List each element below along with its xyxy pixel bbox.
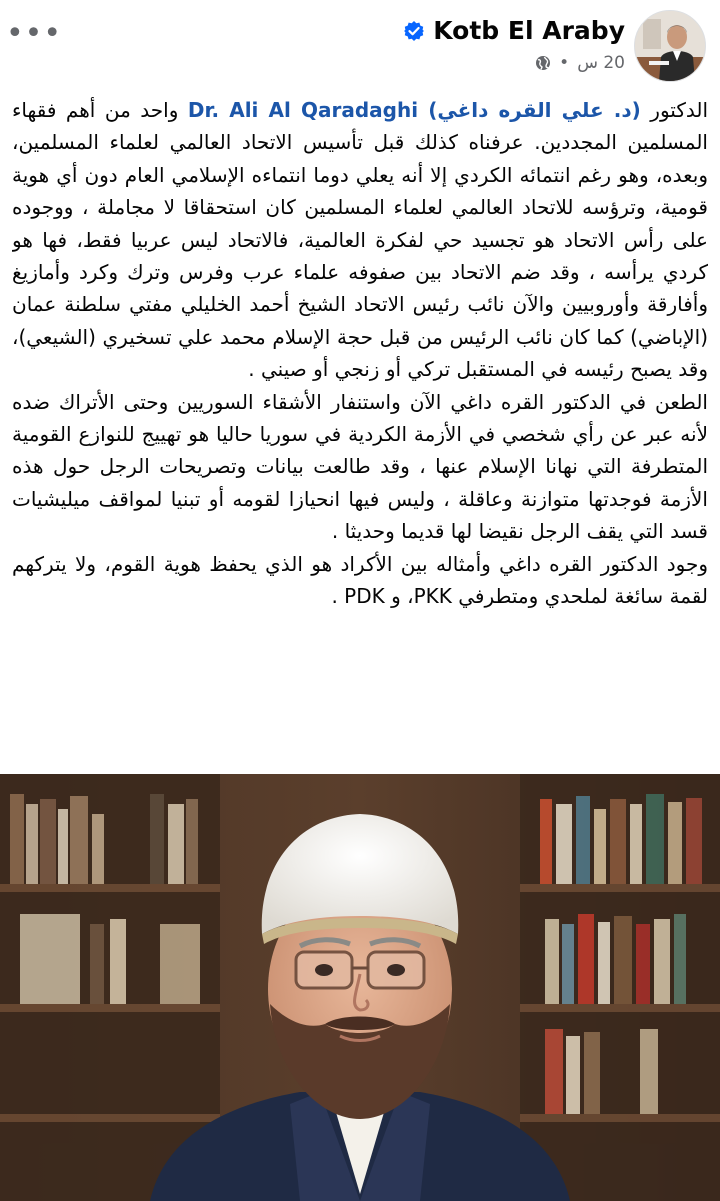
post-paragraph-3: وجود الدكتور القره داغي وأمثاله بين الأكراد هو الذي يحفظ هوية القوم، ولا يتركهم لقمة سائغة لملحدي ومتطرفي PKK، و PDK . [12, 551, 708, 609]
author-name-row [403, 16, 625, 45]
post-paragraph-2: الطعن في الدكتور القره داغي الآن واستنفار الأشقاء السوريين وحتى الأتراك ضده لأنه عبر عن رأي شخصي في الأزمة الكردية في سوريا حاليا هو تهييج للنوازع القومية المتطرفة التي نهانا الإسلام عنها ، وقد طالعت بيانات وتصريحات الرجل حول هذه الأزمة فوجدتها متوازنة وعاقلة ، وليس فيها انحيازا لقومه أو تبنيا لمواقف ميليشيات قسد التي يقف الرجل نقيضا لها قديما وحديثا . [12, 389, 708, 544]
post-text-p1: واحد من أهم فقهاء المسلمين المجددين. عرفناه كذلك قبل تأسيس الاتحاد العالمي لعلماء المسلمين، وبعده، وهو رغم انتمائه الكردي إلا أنه يعلي دوما انتماءه الإسلامي العام دون أي هوية قومية، وترؤسه للاتحاد العالمي لعلماء المسلمين كان استحقاقا لا مجاملة ، ووجوده على رأس الاتحاد هو تجسيد حي لفكرة العالمية، فالاتحاد ليس عربيا فقط، فها هو كردي يرأسه ، وقد ضم الاتحاد بين صفوفه علماء عرب وفرس وترك وكرد وأمازيغ وأفارقة وأوروبيين والآن نائب رئيس الاتحاد الشيخ أحمد الخليلي مفتي سلطنة عمان (الإباضي) كما كان نائب الرئيس من قبل حجة الإسلام محمد علي تسخيري (الشيعي)، وقد يصبح رئيسه في المستقبل تركي أو زنجي أو صيني . [12, 98, 708, 382]
avatar[interactable] [634, 10, 706, 82]
author-block [403, 16, 625, 73]
post-text-intro: الدكتور [640, 98, 708, 122]
globe-icon[interactable] [535, 55, 551, 71]
post-body [12, 94, 708, 762]
post-photo[interactable] [0, 774, 720, 1201]
more-options-icon[interactable]: ••• [5, 16, 63, 51]
verified-badge-icon [403, 20, 425, 42]
post-paragraph-1 [12, 94, 708, 386]
post-header [0, 0, 720, 90]
post-meta [403, 53, 625, 73]
mention-link[interactable]: (د. علي القره داغي) Dr. Ali Al Qaradaghi [187, 98, 641, 122]
meta-separator: • [559, 53, 570, 73]
author-name[interactable]: Kotb El Araby [433, 16, 625, 45]
post-timestamp[interactable]: 20 س [577, 53, 625, 73]
